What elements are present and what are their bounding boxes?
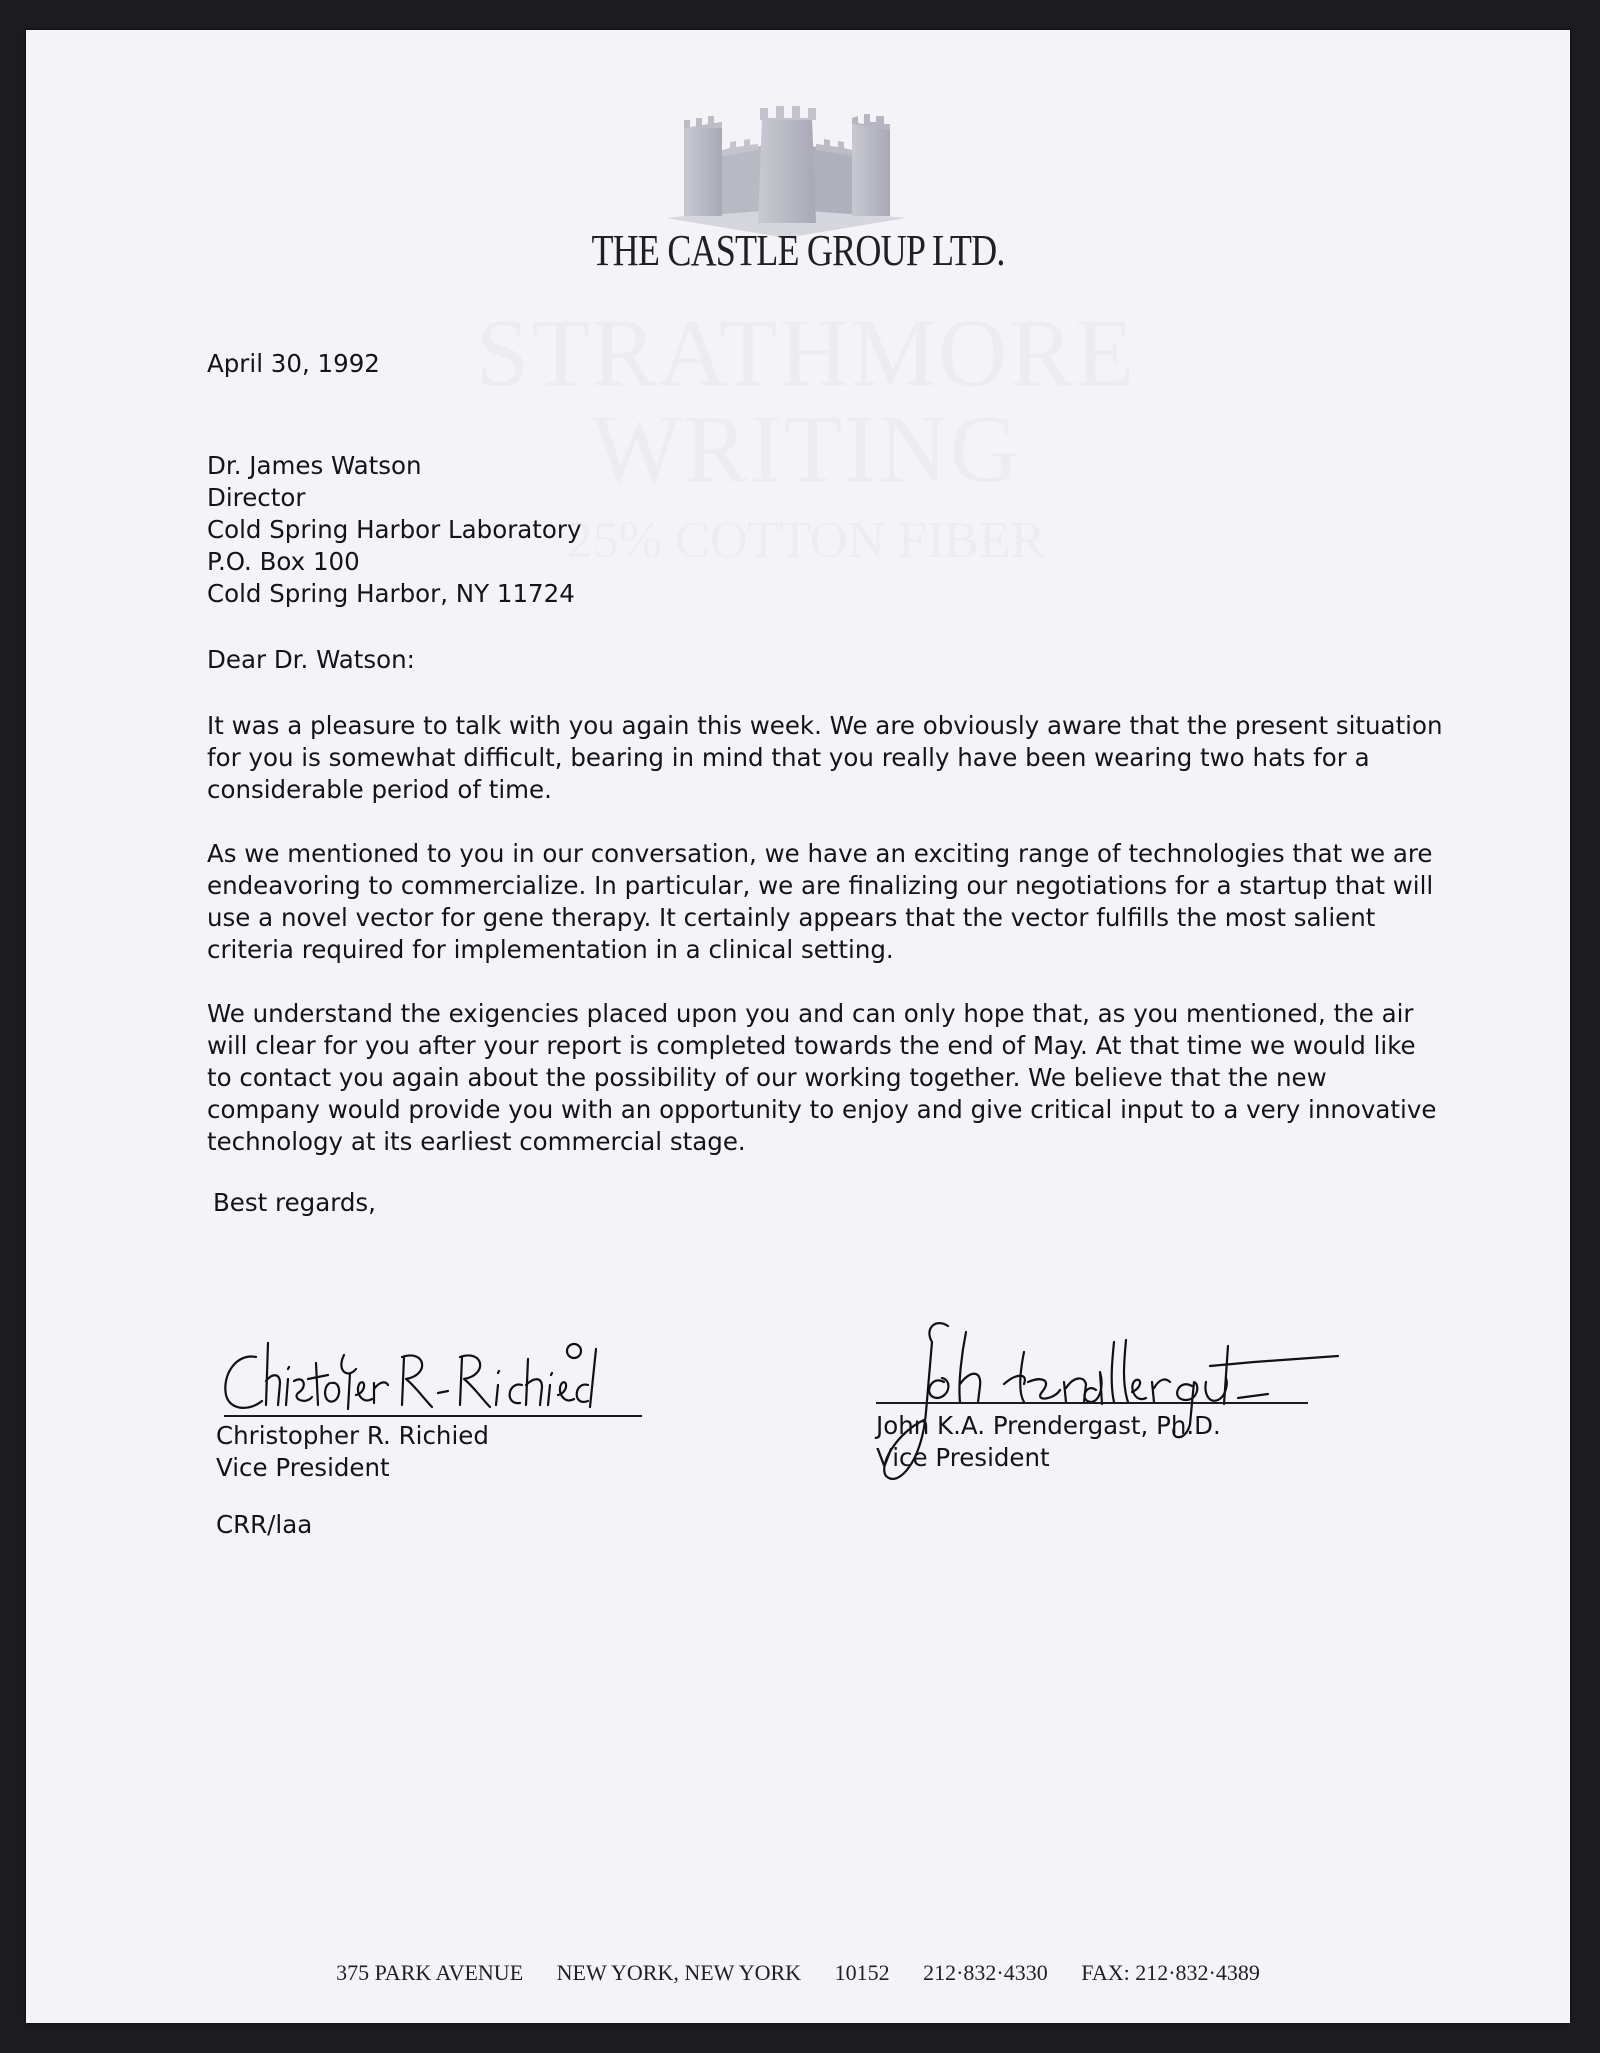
signature-line [876,1402,1308,1404]
letterhead-footer [26,1960,1570,1986]
recipient-line: Dr. James Watson [207,451,422,480]
footer-phone: 212·832·4330 [923,1960,1048,1985]
signatory-details [216,1420,489,1484]
salutation: Dear Dr. Watson: [207,645,415,674]
recipient-line: P.O. Box 100 [207,547,360,576]
footer-city: NEW YORK, NEW YORK [556,1960,802,1985]
company-name: THE CASTLE GROUP LTD. [591,226,1005,275]
letter-page [26,30,1570,2023]
footer-fax: FAX: 212·832·4389 [1081,1960,1260,1985]
letter-body [207,348,1447,1190]
watermark-line-2: 25% COTTON FIBER [566,512,1046,569]
watermark-line-1: STRATHMORE WRITING [475,299,1137,502]
body-paragraph: It was a pleasure to talk with you again this week. We are obviously aware that the present situation for you is somewhat difficult, bearing in mind that you really have been wearing two hats for a considerable period of time. [207,711,1443,804]
recipient-line: Cold Spring Harbor, NY 11724 [207,579,575,608]
signatory-title: Vice President [216,1453,390,1482]
recipient-line: Director [207,483,306,512]
body-paragraph: We understand the exigencies placed upon you and can only hope that, as you mentioned, the air will clear for you after your report is completed towards the end of May. At that time we would like to contact you again about the possibility of our working together. We believe that the new company would provide you with an opportunity to enjoy and give critical input to a very innovative technology at its earliest commercial stage. [207,999,1437,1156]
footer-zip: 10152 [834,1960,890,1985]
letter-date: April 30, 1992 [207,349,380,378]
castle-logo-icon [666,98,906,238]
reference-initials: CRR/laa [216,1510,313,1539]
signatory-title: Vice President [876,1443,1050,1472]
signature-line [224,1415,642,1417]
closing: Best regards, [213,1188,376,1217]
signatory-name: John K.A. Prendergast, Ph.D. [876,1411,1221,1440]
footer-address: 375 PARK AVENUE [336,1960,524,1985]
body-paragraph: As we mentioned to you in our conversation, we have an exciting range of technologies that we are endeavoring to commercialize. In particular, we are finalizing our negotiations for a startup that will use a novel vector for gene therapy. It certainly appears that the vector fulfills the most salient criteria required for implementation in a clinical setting. [207,839,1434,964]
recipient-line: Cold Spring Harbor Laboratory [207,515,582,544]
recipient-address [207,450,1447,610]
signatory-name: Christopher R. Richied [216,1421,489,1450]
handwritten-signature [216,1335,656,1425]
signatory-details [876,1410,1221,1474]
